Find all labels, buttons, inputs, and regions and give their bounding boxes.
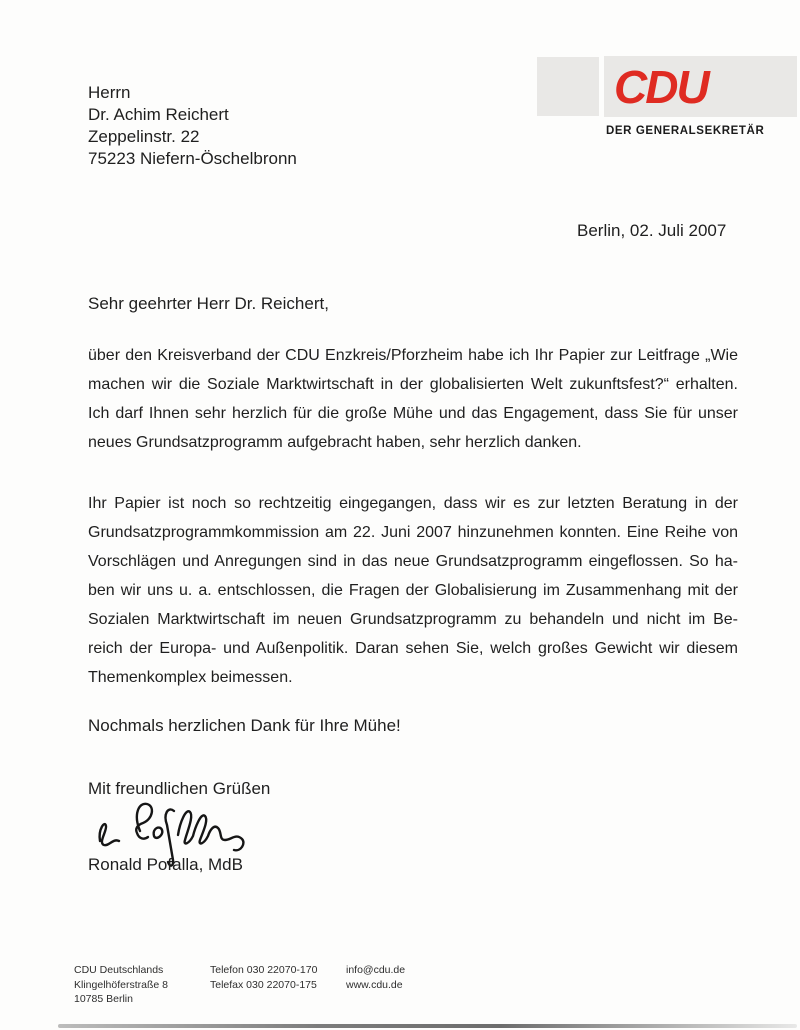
scan-edge-artifact: [58, 1024, 797, 1028]
recipient-line: Herrn: [88, 83, 131, 102]
footer-address: [74, 963, 168, 1007]
body-line: reich der Europa- und Außenpolitik. Daran sehen Sie, welch großes Gewicht wir diesem: [88, 640, 738, 657]
closing-line: Mit freundlichen Grüßen: [88, 779, 271, 798]
footer-web: [346, 963, 405, 992]
body-line: Ich darf Ihnen sehr herzlich für die große Mühe und das Engagement, dass Sie für unser: [88, 405, 738, 422]
footer-line: Telefax 030 22070-175: [210, 978, 317, 991]
body-line: machen wir die Soziale Marktwirtschaft in der globalisierten Welt zukunftsfest?“ erhalten.: [88, 376, 738, 393]
body-line: ben wir uns u. a. entschlossen, die Fragen der Globalisierung im Zusammenhang mit der: [88, 582, 738, 599]
body-line: Vorschlägen und Anregungen sind in das neue Grundsatzprogramm eingeflossen. So ha-: [88, 553, 738, 570]
body-line: Grundsatzprogrammkommission am 22. Juni 2007 hinzunehmen konnten. Eine Reihe von: [88, 524, 738, 541]
recipient-line: Zeppelinstr. 22: [88, 127, 200, 146]
logo-subtitle: DER GENERALSEKRETÄR: [606, 125, 765, 137]
footer-phone: [210, 963, 317, 992]
logo-flag-box: [537, 57, 599, 116]
body-line: Themenkomplex beimessen.: [88, 669, 293, 686]
paragraph-2: [88, 489, 738, 692]
signer-name: Ronald Pofalla, MdB: [88, 855, 243, 874]
footer-line: Klingelhöferstraße 8: [74, 978, 168, 991]
paragraph-1: [88, 341, 738, 457]
footer-line: Telefon 030 22070-170: [210, 964, 318, 976]
recipient-line: 75223 Niefern-Öschelbronn: [88, 149, 297, 168]
salutation: Sehr geehrter Herr Dr. Reichert,: [88, 294, 329, 313]
footer-line: info@cdu.de: [346, 964, 406, 976]
recipient-address-block: [88, 82, 297, 170]
body-line: Sozialen Marktwirtschaft im neuen Grundsatzprogramm zu behandeln und nicht im Be-: [88, 611, 738, 628]
cdu-logo-wordmark: CDU: [614, 61, 708, 113]
footer-line: 10785 Berlin: [74, 993, 133, 1005]
footer-line: www.cdu.de: [346, 978, 403, 991]
date-line: Berlin, 02. Juli 2007: [577, 221, 727, 240]
footer-line: CDU Deutschlands: [74, 964, 164, 976]
body-line: über den Kreisverband der CDU Enzkreis/Pforzheim habe ich Ihr Papier zur Leitfrage „Wie: [88, 347, 738, 364]
recipient-line: Dr. Achim Reichert: [88, 105, 229, 124]
body-line: neues Grundsatzprogramm aufgebracht haben, sehr herzlich danken.: [88, 434, 582, 451]
body-line: Ihr Papier ist noch so rechtzeitig eingegangen, dass wir es zur letzten Beratung in der: [88, 495, 738, 512]
thanks-line: Nochmals herzlichen Dank für Ihre Mühe!: [88, 716, 401, 735]
